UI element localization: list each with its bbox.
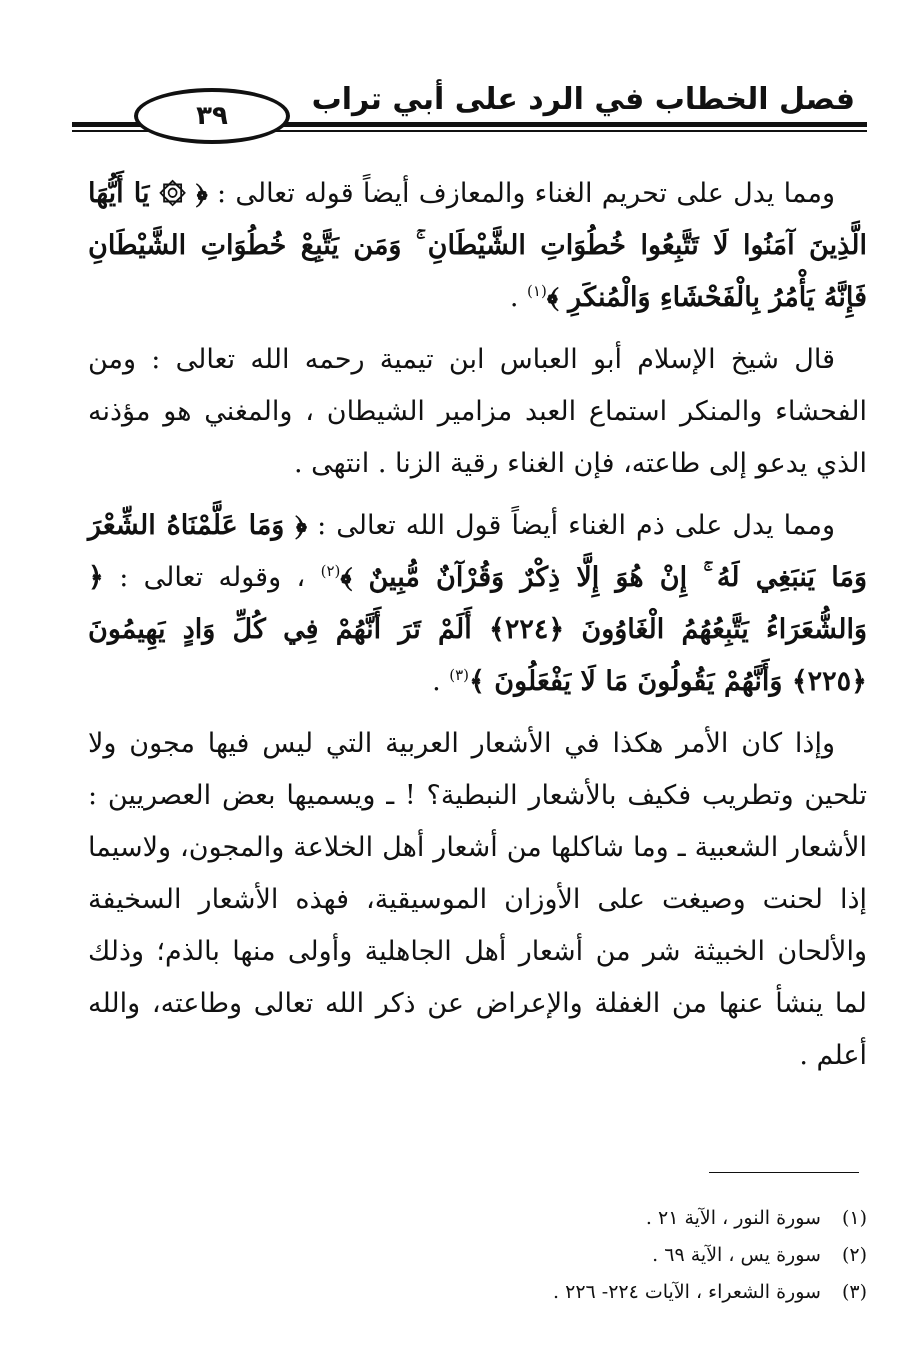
- paragraph-3-intro: ومما يدل على ذم الغناء أيضاً قول الله تعالى :: [307, 510, 835, 541]
- footnote-ref-2: (٢): [320, 562, 341, 580]
- paragraph-1-intro: ومما يدل على تحريم الغناء والمعازف أيضاً قوله تعالى :: [207, 178, 835, 209]
- footnote-text: سورة يس ، الآية ٦٩ .: [652, 1244, 821, 1266]
- footnote-number: (١): [841, 1207, 867, 1229]
- paragraph-3: [88, 500, 867, 708]
- footnote-item: [88, 1237, 867, 1274]
- paragraph-2: قال شيخ الإسلام أبو العباس ابن تيمية رحمه الله تعالى : ومن الفحشاء والمنكر استماع العبد مزامير الشيطان ، والمغني هو مؤذنه الذي يدعو إلى طاعته، فإن الغناء رقية الزنا . انتهى .: [88, 344, 867, 479]
- footnote-ref-1: (١): [527, 282, 547, 300]
- paragraph-4: وإذا كان الأمر هكذا في الأشعار العربية التي ليس فيها مجون ولا تلحين وتطريب فكيف بالأشعار النبطية؟ ! ـ ويسميها بعض العصريين : الأشعار الشعبية ـ وما شاكلها من أشعار أهل الخلاعة والمجون، ولاسيما إذا لحنت وصيغت على الأوزان الموسيقية، فهذه الأشعار السخيفة والألحان الخبيثة شر من أشعار أهل الجاهلية وأولى منها بالذم؛ وذلك لما ينشأ عنها من الغفلة والإعراض عن ذكر الله تعالى وطاعته، والله أعلم .: [88, 728, 867, 1071]
- quran-verse-1: ﴿ ۞ يَا أَيُّهَا الَّذِينَ آمَنُوا لَا تَتَّبِعُوا خُطُوَاتِ الشَّيْطَانِ ۚ وَمَن يَتَّبِعْ خُطُوَاتِ الشَّيْطَانِ فَإِنَّهُ يَأْمُرُ بِالْفَحْشَاءِ وَالْمُنكَرِ ﴾: [88, 178, 867, 313]
- footnote-ref-3: (٣): [449, 666, 470, 684]
- footnote-item: [88, 1200, 867, 1237]
- footnote-item: [88, 1274, 867, 1311]
- footnote-text: سورة الشعراء ، الآيات ٢٢٤- ٢٢٦ .: [553, 1281, 821, 1303]
- footnote-separator: [709, 1172, 859, 1173]
- paragraph-1: [88, 168, 867, 324]
- footnote-number: (٣): [841, 1281, 867, 1303]
- quran-verse-3: ﴿ وَالشُّعَرَاءُ يَتَّبِعُهُمُ الْغَاوُونَ ﴿٢٢٤﴾ أَلَمْ تَرَ أَنَّهُمْ فِي كُلِّ وَادٍ يَهِيمُونَ ﴿٢٢٥﴾ وَأَنَّهُمْ يَقُولُونَ مَا لَا يَفْعَلُونَ ﴾: [88, 562, 867, 697]
- footnote-number: (٢): [841, 1244, 867, 1266]
- quran-verse-2: ﴿ وَمَا عَلَّمْنَاهُ الشِّعْرَ وَمَا يَنبَغِي لَهُ ۚ إِنْ هُوَ إِلَّا ذِكْرٌ وَقُرْآنٌ مُّبِينٌ ﴾: [88, 510, 867, 593]
- page-header: [72, 58, 867, 144]
- book-title: فصل الخطاب في الرد على أبي تراب: [311, 82, 855, 117]
- footnotes: [88, 1200, 867, 1311]
- page-number-badge: [134, 88, 290, 144]
- paragraph-3-end: .: [432, 666, 450, 697]
- paragraph-3-mid: ، وقوله تعالى :: [103, 562, 321, 593]
- main-text: [88, 168, 867, 1092]
- paragraph-1-end: .: [509, 282, 528, 313]
- page-number: ٣٩: [196, 101, 228, 131]
- footnote-text: سورة النور ، الآية ٢١ .: [645, 1207, 821, 1229]
